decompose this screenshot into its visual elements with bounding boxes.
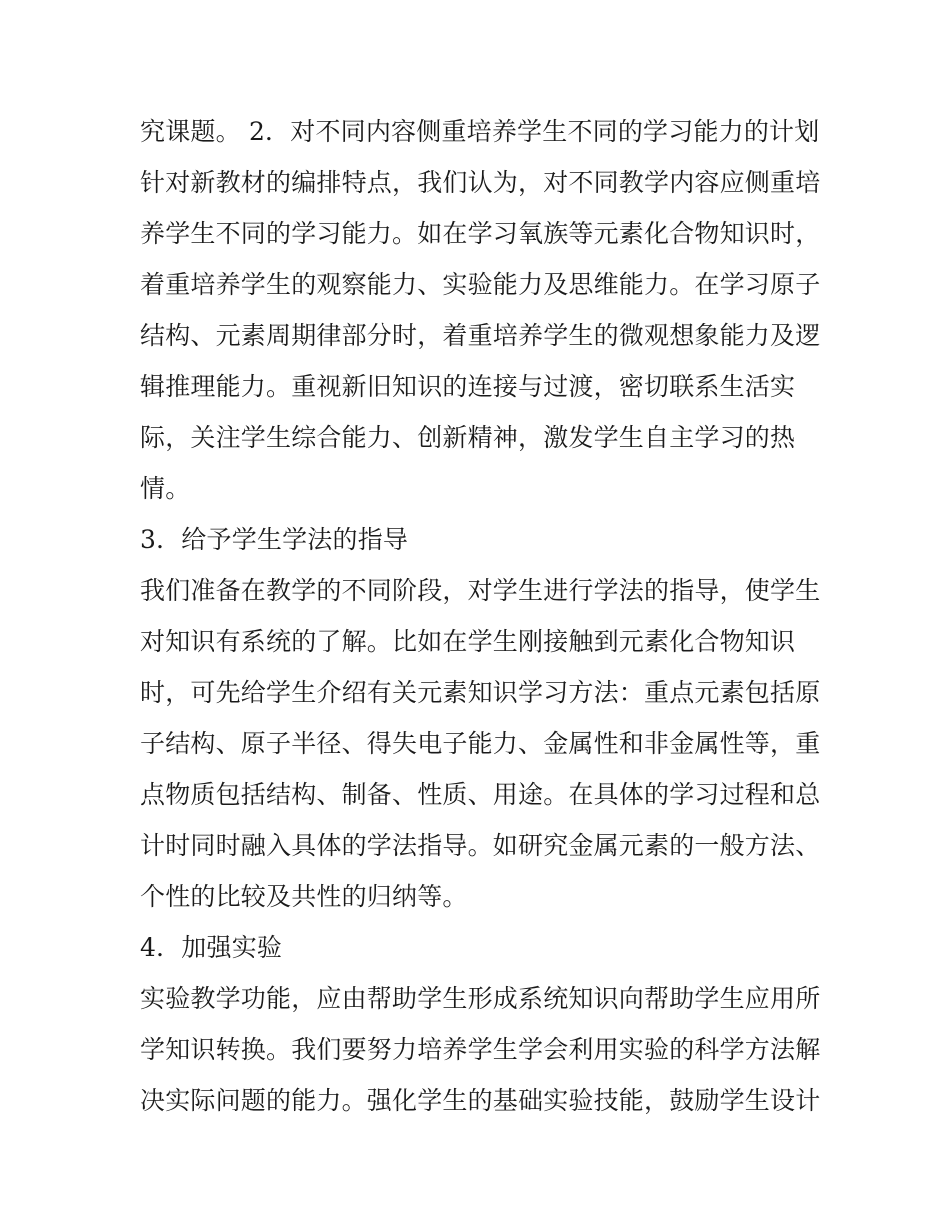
text-line: 着重培养学生的观察能力、实验能力及思维能力。在学习原子 <box>140 270 821 299</box>
text-line: 辑推理能力。重视新旧知识的连接与过渡，密切联系生活实 <box>140 372 796 401</box>
text-line: 对知识有系统的了解。比如在学生刚接触到元素化合物知识 <box>140 627 796 656</box>
document-body <box>140 106 820 1126</box>
section-heading: 3．给予学生学法的指导 <box>140 525 409 554</box>
text-line: 计时同时融入具体的学法指导。如研究金属元素的一般方法、 <box>140 831 821 860</box>
text-line: 养学生不同的学习能力。如在学习氧族等元素化合物知识时， <box>140 219 821 248</box>
text-line: 个性的比较及共性的归纳等。 <box>140 882 468 911</box>
text-line: 决实际问题的能力。强化学生的基础实验技能，鼓励学生设计 <box>140 1086 821 1115</box>
text-line: 际，关注学生综合能力、创新精神，激发学生自主学习的热 <box>140 423 796 452</box>
text-line: 时，可先给学生介绍有关元素知识学习方法：重点元素包括原 <box>140 678 821 707</box>
text-line: 实验教学功能，应由帮助学生形成系统知识向帮助学生应用所 <box>140 984 821 1013</box>
text-line: 针对新教材的编排特点，我们认为，对不同教学内容应侧重培 <box>140 168 821 197</box>
text-line: 点物质包括结构、制备、性质、用途。在具体的学习过程和总 <box>140 780 821 809</box>
text-line: 我们准备在教学的不同阶段，对学生进行学法的指导，使学生 <box>140 576 821 605</box>
text-line: 子结构、原子半径、得失电子能力、金属性和非金属性等，重 <box>140 729 821 758</box>
text-line: 情。 <box>140 474 191 503</box>
text-line: 究课题。 2．对不同内容侧重培养学生不同的学习能力的计划 <box>140 117 820 146</box>
section-heading: 4．加强实验 <box>140 933 283 962</box>
text-line: 学知识转换。我们要努力培养学生学会利用实验的科学方法解 <box>140 1035 821 1064</box>
text-line: 结构、元素周期律部分时，着重培养学生的微观想象能力及逻 <box>140 321 821 350</box>
